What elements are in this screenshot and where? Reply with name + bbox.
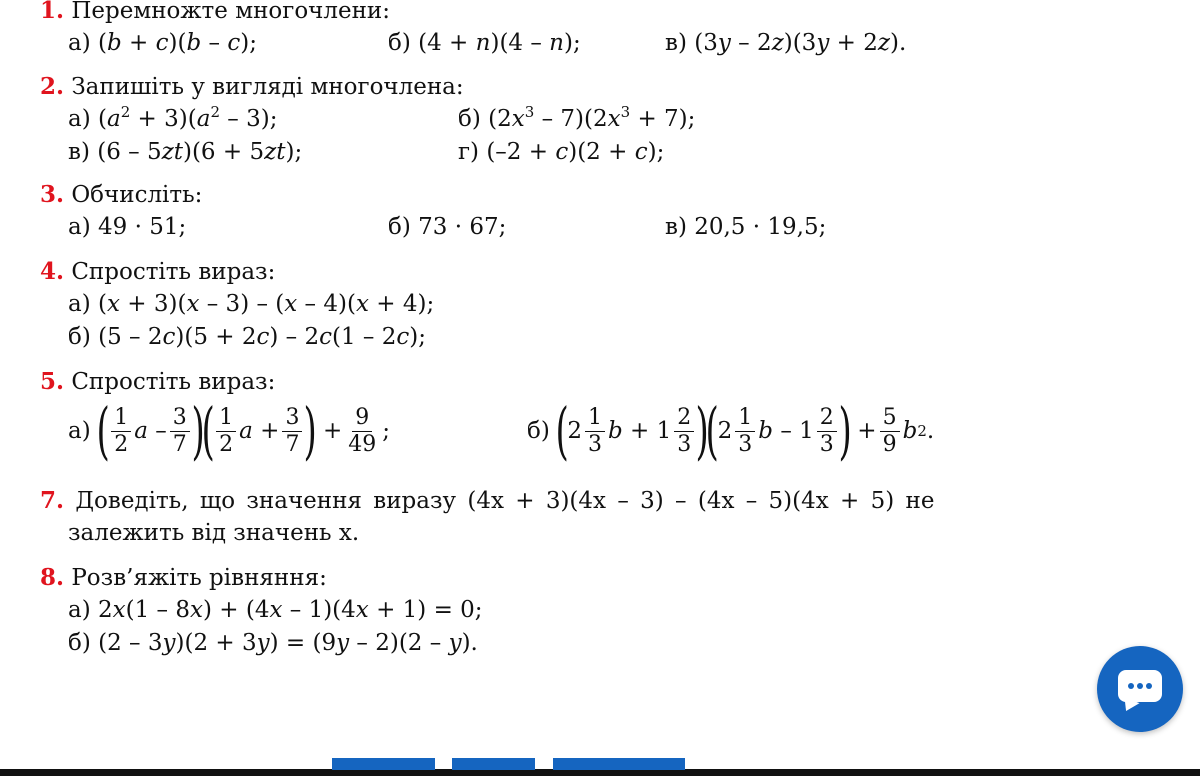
task-7-title: 7. Доведіть, що значення виразу (4x + 3)(4x – 3) – (4x – 5)(4x + 5) не bbox=[40, 487, 935, 514]
task-4-item-a: а) (x + 3)(x – 3) – (x – 4)(x + 4); bbox=[68, 291, 435, 317]
task-2-title: 2. Запишіть у вигляді многочлена: bbox=[40, 73, 464, 100]
chat-bubble-icon bbox=[1118, 670, 1162, 702]
task-4-title: 4. Спростіть вираз: bbox=[40, 258, 276, 285]
task-3-item-v: в) 20,5 · 19,5; bbox=[665, 214, 827, 240]
task-1-item-v: в) (3y – 2z)(3y + 2z). bbox=[665, 30, 907, 56]
bottom-tab-2[interactable] bbox=[452, 758, 535, 770]
task-1-title: 1. Перемножте многочлени: bbox=[40, 0, 391, 24]
task-3-title: 3. Обчисліть: bbox=[40, 181, 203, 208]
task-4-item-b: б) (5 – 2c)(5 + 2c) – 2c(1 – 2c); bbox=[68, 324, 427, 350]
task-7-continuation: залежить від значень x. bbox=[68, 520, 360, 546]
task-3-item-a: а) 49 · 51; bbox=[68, 214, 187, 240]
task-3-item-b: б) 73 · 67; bbox=[388, 214, 507, 240]
bottom-tab-1[interactable] bbox=[332, 758, 435, 770]
chat-button[interactable] bbox=[1097, 646, 1183, 732]
task-5-title: 5. Спростіть вираз: bbox=[40, 368, 276, 395]
task-2-item-v: в) (6 – 5zt)(6 + 5zt); bbox=[68, 139, 303, 165]
task-5-item-a: а) ( $\frac{1}{2}$ a – $\frac{3}{7}$ ) ( $\frac{1}{2}$ a + $\frac{3}{7}$ ) + $\frac{9}{49}$ ; bbox=[68, 394, 390, 467]
task-1-item-b: б) (4 + n)(4 – n); bbox=[388, 30, 581, 56]
task-8-item-b: б) (2 – 3y)(2 + 3y) = (9y – 2)(2 – y). bbox=[68, 630, 478, 656]
bottom-tab-3[interactable] bbox=[553, 758, 685, 770]
task-8-title: 8. Розв’яжіть рівняння: bbox=[40, 564, 327, 591]
task-2-item-b: б) $(2x^3 - 7)(2x^3 + 7)$; bbox=[458, 103, 696, 132]
bottom-bar bbox=[0, 769, 1200, 776]
task-2-item-a: а) $(a^2 + 3)(a^2 - 3)$; bbox=[68, 103, 278, 132]
task-5-item-b: б) ( 2 $\frac{1}{3}$ b + 1 $\frac{2}{3}$ ) ( 2 $\frac{1}{3}$ b – 1 $\frac{2}{3}$ ) + $\frac{5}{9}$ b 2 . bbox=[527, 394, 935, 467]
task-8-item-a: а) 2x(1 – 8x) + (4x – 1)(4x + 1) = 0; bbox=[68, 597, 483, 623]
task-2-item-g: г) (–2 + c)(2 + c); bbox=[458, 139, 665, 165]
task-1-item-a: а) (b + c)(b – c); bbox=[68, 30, 257, 56]
